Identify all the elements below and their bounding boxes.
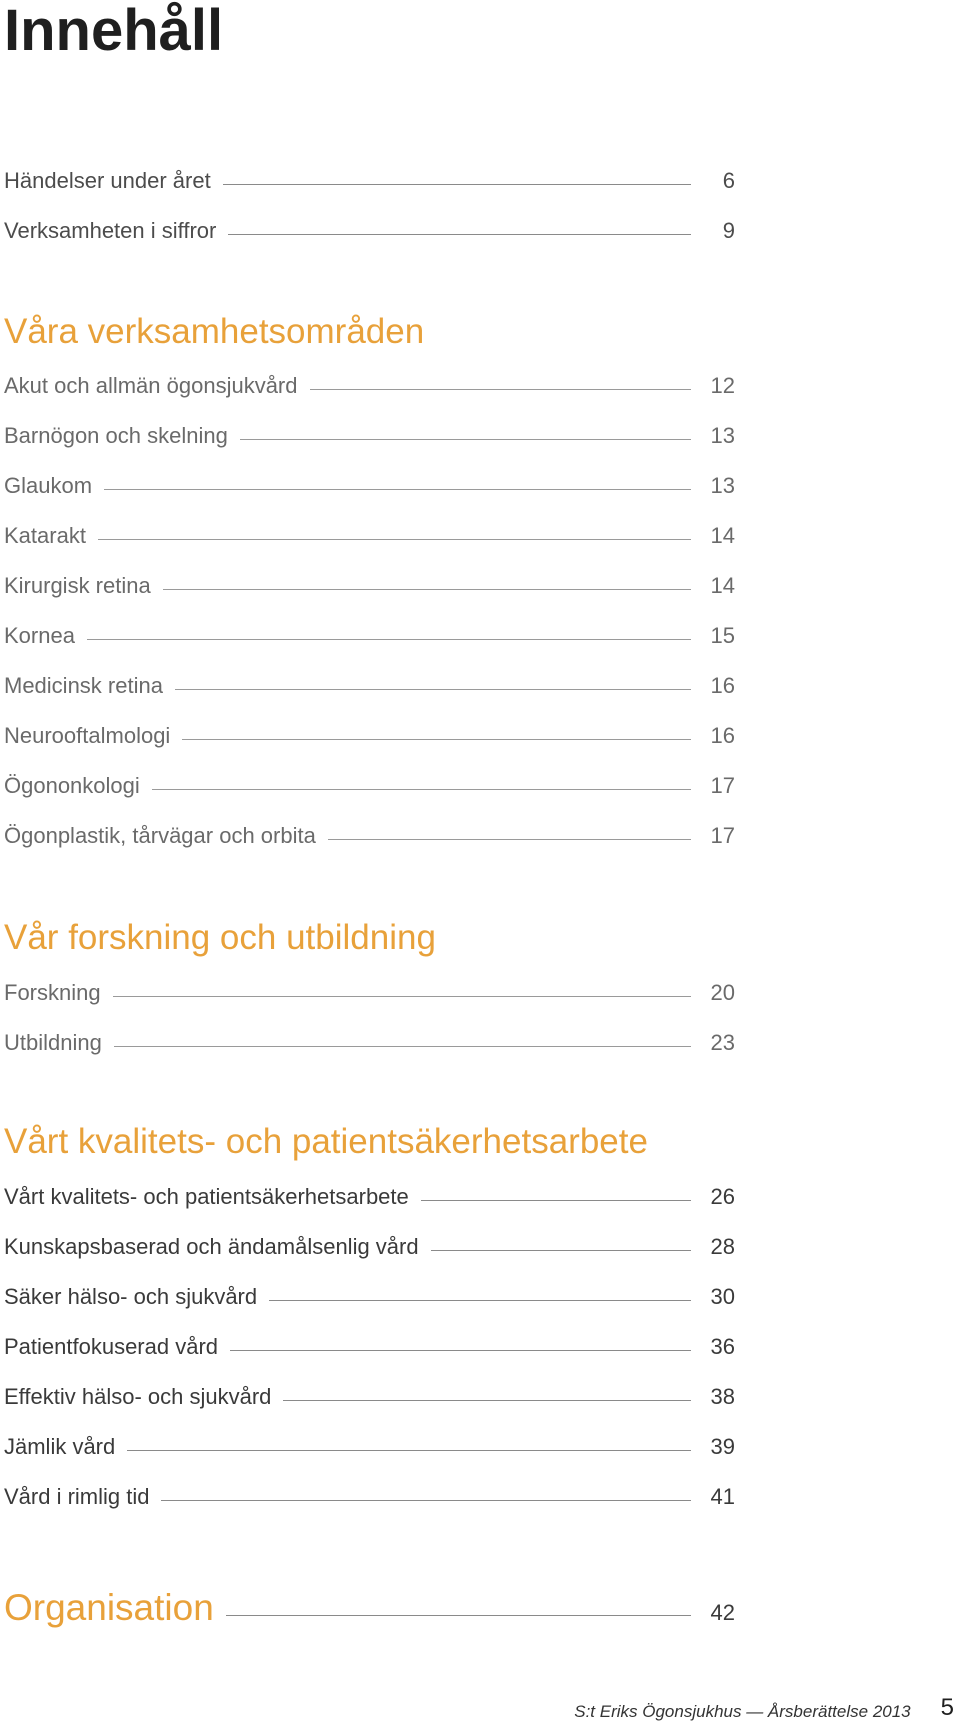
page-title: Innehåll [4, 0, 224, 63]
toc-entry-organisation[interactable] [4, 1582, 735, 1626]
toc-leader-line [152, 789, 691, 790]
toc-entry[interactable] [4, 1332, 735, 1358]
toc-entry[interactable] [4, 1282, 735, 1308]
toc-entry-page: 23 [710, 1030, 735, 1055]
toc-entry[interactable] [4, 621, 735, 647]
toc-entry-page: 16 [710, 723, 735, 748]
running-footer-title: S:t Eriks Ögonsjukhus — Årsberättelse 2013 [574, 1702, 911, 1721]
toc-leader-line [114, 1046, 691, 1047]
toc-entry-page: 41 [710, 1484, 735, 1509]
toc-entry[interactable] [4, 371, 735, 397]
toc-entry-label: Ögononkologi [4, 773, 140, 798]
toc-entry-page: 38 [710, 1384, 735, 1409]
toc-entry-label: Forskning [4, 980, 101, 1005]
toc-entry-page: 13 [710, 473, 735, 498]
toc-entry-label: Vård i rimlig tid [4, 1484, 150, 1509]
section-heading: Vårt kvalitets- och patientsäkerhetsarbete [4, 1122, 648, 1161]
toc-entry[interactable] [4, 521, 735, 547]
toc-entry-label: Neurooftalmologi [4, 723, 171, 748]
toc-entry-page: 14 [710, 573, 735, 598]
toc-leader-line [161, 1500, 691, 1501]
toc-entry[interactable] [4, 216, 735, 242]
toc-entry-label: Jämlik vård [4, 1434, 116, 1459]
toc-entry-page: 14 [710, 523, 735, 548]
toc-entry[interactable] [4, 821, 735, 847]
toc-entry[interactable] [4, 1028, 735, 1054]
toc-entry[interactable] [4, 721, 735, 747]
toc-entry-page: 30 [710, 1284, 735, 1309]
toc-entry-page: 9 [722, 218, 735, 243]
toc-leader-line [328, 839, 691, 840]
toc-leader-line [226, 1615, 691, 1616]
page-footer [0, 1696, 960, 1722]
toc-entry-label: Säker hälso- och sjukvård [4, 1284, 258, 1309]
toc-entry-label: Medicinsk retina [4, 673, 163, 698]
toc-leader-line [104, 489, 691, 490]
toc-entry[interactable] [4, 1182, 735, 1208]
toc-entry-page: 6 [722, 168, 735, 193]
toc-entry-label: Händelser under året [4, 168, 211, 193]
toc-entry-label: Verksamheten i siffror [4, 218, 217, 243]
toc-entry-label: Kornea [4, 623, 75, 648]
toc-entry[interactable] [4, 671, 735, 697]
toc-entry-label: Kirurgisk retina [4, 573, 151, 598]
toc-entry-page: 17 [710, 773, 735, 798]
section-heading: Våra verksamhetsområden [4, 312, 425, 351]
toc-leader-line [421, 1200, 691, 1201]
toc-entry[interactable] [4, 1432, 735, 1458]
toc-entry[interactable] [4, 978, 735, 1004]
section-heading: Vår forskning och utbildning [4, 918, 436, 957]
toc-leader-line [283, 1400, 691, 1401]
toc-entry[interactable] [4, 1232, 735, 1258]
toc-entry[interactable] [4, 166, 735, 192]
toc-leader-line [269, 1300, 691, 1301]
toc-entry-page: 13 [710, 423, 735, 448]
toc-entry-label: Vårt kvalitets- och patientsäkerhetsarbete [4, 1184, 409, 1209]
toc-entry-label: Patientfokuserad vård [4, 1334, 219, 1359]
toc-entry-label: Utbildning [4, 1030, 102, 1055]
toc-entry-label: Effektiv hälso- och sjukvård [4, 1384, 272, 1409]
toc-entry-page: 16 [710, 673, 735, 698]
toc-leader-line [230, 1350, 691, 1351]
toc-leader-line [310, 389, 692, 390]
toc-entry-label: Katarakt [4, 523, 86, 548]
toc-leader-line [240, 439, 691, 440]
toc-entry-page: 42 [710, 1600, 735, 1625]
toc-entry-page: 28 [710, 1234, 735, 1259]
toc-entry-page: 26 [710, 1184, 735, 1209]
toc-leader-line [127, 1450, 691, 1451]
toc-leader-line [87, 639, 691, 640]
toc-entry-label: Ögonplastik, tårvägar och orbita [4, 823, 316, 848]
toc-entry-page: 20 [710, 980, 735, 1005]
toc-leader-line [113, 996, 691, 997]
toc-entry[interactable] [4, 421, 735, 447]
page-number: 5 [940, 1694, 954, 1721]
toc-leader-line [228, 234, 691, 235]
toc-leader-line [175, 689, 691, 690]
toc-entry-page: 12 [710, 373, 735, 398]
toc-entry-label: Organisation [4, 1587, 214, 1628]
toc-entry[interactable] [4, 471, 735, 497]
toc-entry-label: Kunskapsbaserad och ändamålsenlig vård [4, 1234, 419, 1259]
toc-entry-label: Barnögon och skelning [4, 423, 228, 448]
toc-entry-page: 36 [710, 1334, 735, 1359]
toc-entry[interactable] [4, 771, 735, 797]
toc-entry-label: Akut och allmän ögonsjukvård [4, 373, 298, 398]
toc-leader-line [223, 184, 691, 185]
toc-entry-page: 39 [710, 1434, 735, 1459]
toc-leader-line [182, 739, 691, 740]
toc-entry[interactable] [4, 1482, 735, 1508]
toc-entry-page: 15 [710, 623, 735, 648]
toc-entry[interactable] [4, 1382, 735, 1408]
toc-leader-line [98, 539, 691, 540]
toc-entry-page: 17 [710, 823, 735, 848]
toc-entry[interactable] [4, 571, 735, 597]
toc-leader-line [163, 589, 691, 590]
toc-leader-line [431, 1250, 691, 1251]
toc-entry-label: Glaukom [4, 473, 93, 498]
